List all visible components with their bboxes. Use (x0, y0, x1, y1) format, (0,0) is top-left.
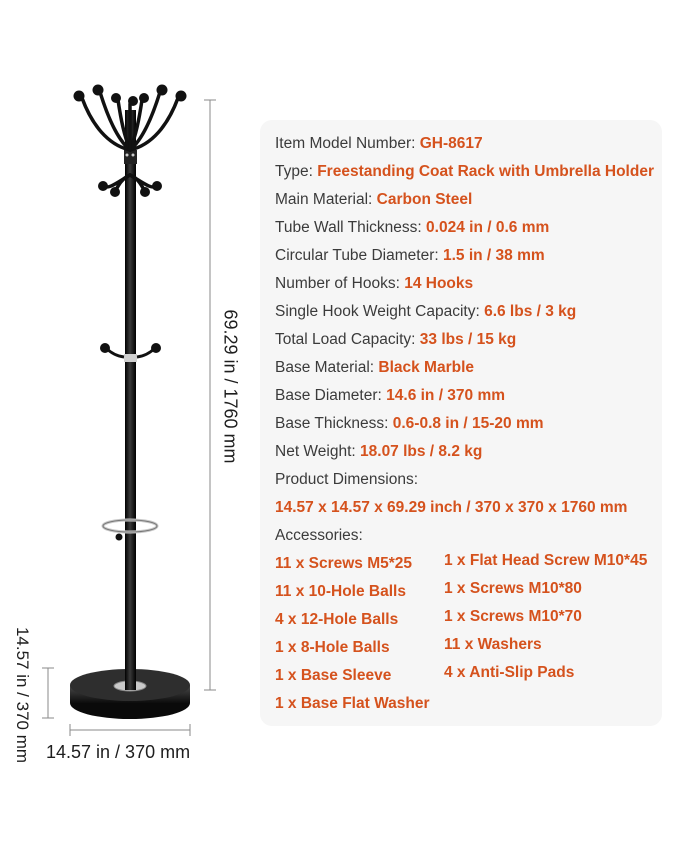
height-dimension-line (204, 100, 216, 690)
upper-hooks (82, 92, 178, 190)
spec-row-base-diameter: Base Diameter: 14.6 in / 370 mm (275, 387, 506, 404)
accessory-item: 1 x Screws M10*80 (444, 580, 582, 597)
depth-label: 14.57 in / 370 mm (13, 626, 32, 764)
spec-row-accessories-label: Accessories: (275, 527, 363, 544)
spec-row-model: Item Model Number: GH-8617 (275, 135, 483, 152)
accessory-item: 4 x Anti-Slip Pads (444, 664, 575, 681)
accessory-item: 1 x Base Flat Washer (275, 695, 430, 712)
spec-row-main-material: Main Material: Carbon Steel (275, 191, 473, 208)
accessory-item: 4 x 12-Hole Balls (275, 611, 399, 628)
accessory-item: 11 x 10-Hole Balls (275, 583, 406, 600)
spec-row-product-dimensions-value: 14.57 x 14.57 x 69.29 inch / 370 x 370 x 1760 mm (275, 499, 628, 516)
height-label: 69.29 in / 1760 mm (220, 309, 241, 464)
spec-row-total-load: Total Load Capacity: 33 lbs / 15 kg (275, 331, 517, 348)
accessory-item: 11 x Screws M5*25 (275, 555, 413, 572)
accessory-item: 1 x Base Sleeve (275, 667, 392, 684)
spec-row-base-material: Base Material: Black Marble (275, 359, 475, 376)
accessory-item: 1 x 8-Hole Balls (275, 639, 390, 656)
width-dimension-line (70, 724, 190, 736)
spec-row-hooks: Number of Hooks: 14 Hooks (275, 275, 474, 292)
spec-row-net-weight: Net Weight: 18.07 lbs / 8.2 kg (275, 443, 483, 460)
accessory-item: 11 x Washers (444, 636, 542, 653)
width-label: 14.57 in / 370 mm (46, 742, 191, 762)
spec-row-hook-capacity: Single Hook Weight Capacity: 6.6 lbs / 3 kg (275, 303, 577, 320)
spec-row-base-thickness: Base Thickness: 0.6-0.8 in / 15-20 mm (275, 415, 544, 432)
accessory-item: 1 x Screws M10*70 (444, 608, 582, 625)
spec-row-product-dimensions-label: Product Dimensions: (275, 471, 419, 488)
main-pole (125, 110, 136, 690)
spec-row-tube-wall: Tube Wall Thickness: 0.024 in / 0.6 mm (275, 219, 550, 236)
spec-row-type: Type: Freestanding Coat Rack with Umbrella Holder (275, 163, 654, 180)
accessory-item: 1 x Flat Head Screw M10*45 (444, 552, 648, 569)
spec-row-tube-diameter: Circular Tube Diameter: 1.5 in / 38 mm (275, 247, 545, 264)
depth-dimension-line (42, 668, 54, 718)
